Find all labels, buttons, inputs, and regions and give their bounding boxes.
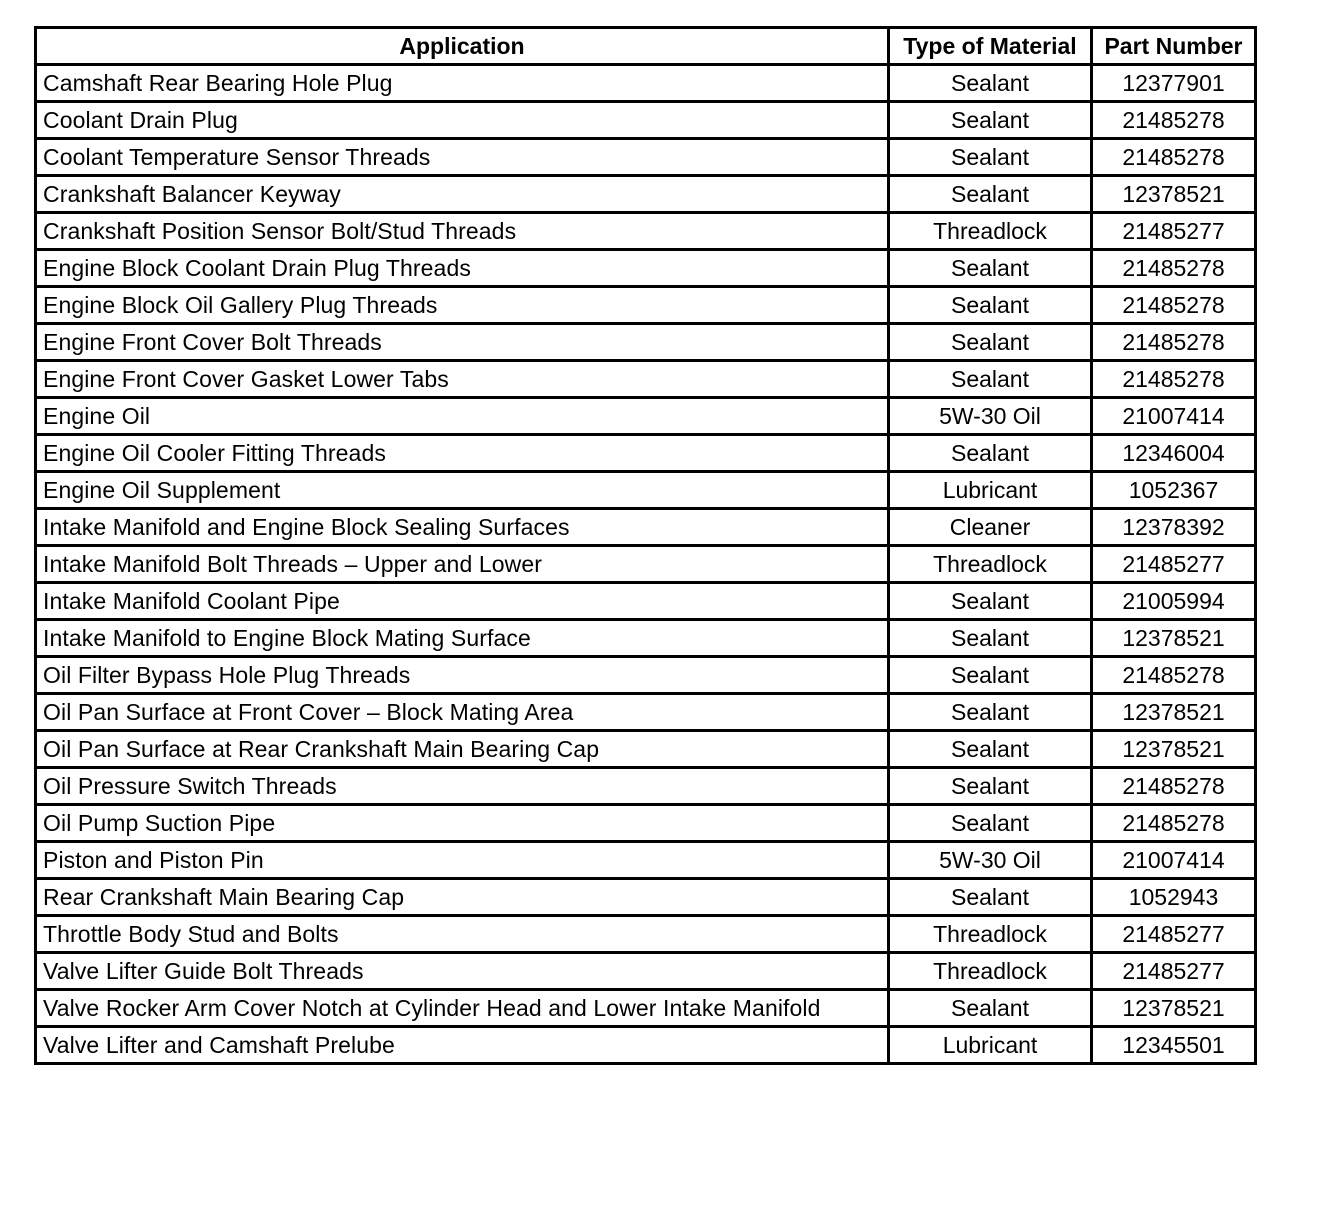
material-type-cell: Sealant xyxy=(889,176,1092,213)
part-number-cell: 1052367 xyxy=(1092,472,1256,509)
material-type-cell: Threadlock xyxy=(889,953,1092,990)
application-cell: Throttle Body Stud and Bolts xyxy=(36,916,889,953)
table-row xyxy=(36,953,1256,990)
material-type-cell: Sealant xyxy=(889,435,1092,472)
application-cell: Valve Lifter Guide Bolt Threads xyxy=(36,953,889,990)
application-cell: Oil Pan Surface at Rear Crankshaft Main Bearing Cap xyxy=(36,731,889,768)
material-type-cell: 5W-30 Oil xyxy=(889,842,1092,879)
material-type-cell: Sealant xyxy=(889,731,1092,768)
application-cell: Valve Rocker Arm Cover Notch at Cylinder Head and Lower Intake Manifold xyxy=(36,990,889,1027)
application-cell: Intake Manifold Bolt Threads – Upper and Lower xyxy=(36,546,889,583)
part-number-cell: 21007414 xyxy=(1092,398,1256,435)
material-type-cell: Sealant xyxy=(889,805,1092,842)
table-header-row xyxy=(36,28,1256,65)
application-cell: Oil Pump Suction Pipe xyxy=(36,805,889,842)
material-type-cell: Sealant xyxy=(889,657,1092,694)
table-row xyxy=(36,176,1256,213)
material-type-cell: Threadlock xyxy=(889,546,1092,583)
material-type-cell: Lubricant xyxy=(889,472,1092,509)
table-row xyxy=(36,102,1256,139)
material-type-cell: Sealant xyxy=(889,990,1092,1027)
material-type-cell: Sealant xyxy=(889,250,1092,287)
application-cell: Intake Manifold to Engine Block Mating Surface xyxy=(36,620,889,657)
part-number-cell: 12378521 xyxy=(1092,620,1256,657)
application-cell: Valve Lifter and Camshaft Prelube xyxy=(36,1027,889,1064)
part-number-cell: 21485278 xyxy=(1092,287,1256,324)
table-row xyxy=(36,768,1256,805)
table-row xyxy=(36,990,1256,1027)
application-cell: Crankshaft Balancer Keyway xyxy=(36,176,889,213)
part-number-cell: 21485277 xyxy=(1092,953,1256,990)
application-cell: Engine Oil xyxy=(36,398,889,435)
part-number-cell: 21485278 xyxy=(1092,657,1256,694)
table-row xyxy=(36,361,1256,398)
table-row xyxy=(36,879,1256,916)
part-number-cell: 21485278 xyxy=(1092,250,1256,287)
material-type-cell: Cleaner xyxy=(889,509,1092,546)
application-cell: Intake Manifold Coolant Pipe xyxy=(36,583,889,620)
table-row xyxy=(36,139,1256,176)
material-type-cell: Sealant xyxy=(889,65,1092,102)
table-row xyxy=(36,1027,1256,1064)
header-application: Application xyxy=(36,28,889,65)
table-row xyxy=(36,435,1256,472)
part-number-cell: 21485278 xyxy=(1092,768,1256,805)
application-cell: Rear Crankshaft Main Bearing Cap xyxy=(36,879,889,916)
application-cell: Camshaft Rear Bearing Hole Plug xyxy=(36,65,889,102)
table-row xyxy=(36,324,1256,361)
table-row xyxy=(36,472,1256,509)
table-row xyxy=(36,509,1256,546)
table-row xyxy=(36,620,1256,657)
application-cell: Intake Manifold and Engine Block Sealing Surfaces xyxy=(36,509,889,546)
material-type-cell: Lubricant xyxy=(889,1027,1092,1064)
part-number-cell: 21485277 xyxy=(1092,546,1256,583)
table-row xyxy=(36,583,1256,620)
table-row xyxy=(36,546,1256,583)
application-cell: Engine Oil Cooler Fitting Threads xyxy=(36,435,889,472)
part-number-cell: 12377901 xyxy=(1092,65,1256,102)
table-row xyxy=(36,916,1256,953)
application-cell: Oil Pan Surface at Front Cover – Block Mating Area xyxy=(36,694,889,731)
table-row xyxy=(36,65,1256,102)
part-number-cell: 12378521 xyxy=(1092,694,1256,731)
application-cell: Coolant Temperature Sensor Threads xyxy=(36,139,889,176)
material-type-cell: 5W-30 Oil xyxy=(889,398,1092,435)
material-type-cell: Sealant xyxy=(889,139,1092,176)
application-cell: Engine Block Coolant Drain Plug Threads xyxy=(36,250,889,287)
table-body xyxy=(36,65,1256,1064)
application-cell: Crankshaft Position Sensor Bolt/Stud Threads xyxy=(36,213,889,250)
part-number-cell: 21485278 xyxy=(1092,139,1256,176)
part-number-cell: 21485278 xyxy=(1092,805,1256,842)
application-cell: Engine Front Cover Bolt Threads xyxy=(36,324,889,361)
header-type-of-material: Type of Material xyxy=(889,28,1092,65)
part-number-cell: 12378521 xyxy=(1092,990,1256,1027)
material-type-cell: Sealant xyxy=(889,620,1092,657)
part-number-cell: 21485277 xyxy=(1092,916,1256,953)
material-type-cell: Sealant xyxy=(889,287,1092,324)
material-type-cell: Sealant xyxy=(889,102,1092,139)
material-type-cell: Sealant xyxy=(889,361,1092,398)
sealants-adhesives-lubricants-table xyxy=(34,26,1257,1065)
material-type-cell: Threadlock xyxy=(889,916,1092,953)
material-type-cell: Sealant xyxy=(889,768,1092,805)
application-cell: Oil Filter Bypass Hole Plug Threads xyxy=(36,657,889,694)
part-number-cell: 12378521 xyxy=(1092,176,1256,213)
part-number-cell: 12346004 xyxy=(1092,435,1256,472)
header-part-number: Part Number xyxy=(1092,28,1256,65)
table-row xyxy=(36,694,1256,731)
table-row xyxy=(36,842,1256,879)
application-cell: Engine Block Oil Gallery Plug Threads xyxy=(36,287,889,324)
table-row xyxy=(36,250,1256,287)
material-type-cell: Sealant xyxy=(889,879,1092,916)
table-row xyxy=(36,398,1256,435)
material-type-cell: Sealant xyxy=(889,583,1092,620)
material-type-cell: Sealant xyxy=(889,694,1092,731)
part-number-cell: 21485278 xyxy=(1092,361,1256,398)
table-row xyxy=(36,731,1256,768)
table-row xyxy=(36,657,1256,694)
part-number-cell: 12378392 xyxy=(1092,509,1256,546)
part-number-cell: 21007414 xyxy=(1092,842,1256,879)
table-row xyxy=(36,213,1256,250)
table-row xyxy=(36,805,1256,842)
part-number-cell: 21485278 xyxy=(1092,102,1256,139)
part-number-cell: 12378521 xyxy=(1092,731,1256,768)
part-number-cell: 21005994 xyxy=(1092,583,1256,620)
part-number-cell: 1052943 xyxy=(1092,879,1256,916)
material-type-cell: Threadlock xyxy=(889,213,1092,250)
part-number-cell: 21485278 xyxy=(1092,324,1256,361)
table-row xyxy=(36,287,1256,324)
part-number-cell: 21485277 xyxy=(1092,213,1256,250)
application-cell: Engine Front Cover Gasket Lower Tabs xyxy=(36,361,889,398)
application-cell: Oil Pressure Switch Threads xyxy=(36,768,889,805)
application-cell: Coolant Drain Plug xyxy=(36,102,889,139)
application-cell: Engine Oil Supplement xyxy=(36,472,889,509)
material-type-cell: Sealant xyxy=(889,324,1092,361)
part-number-cell: 12345501 xyxy=(1092,1027,1256,1064)
application-cell: Piston and Piston Pin xyxy=(36,842,889,879)
